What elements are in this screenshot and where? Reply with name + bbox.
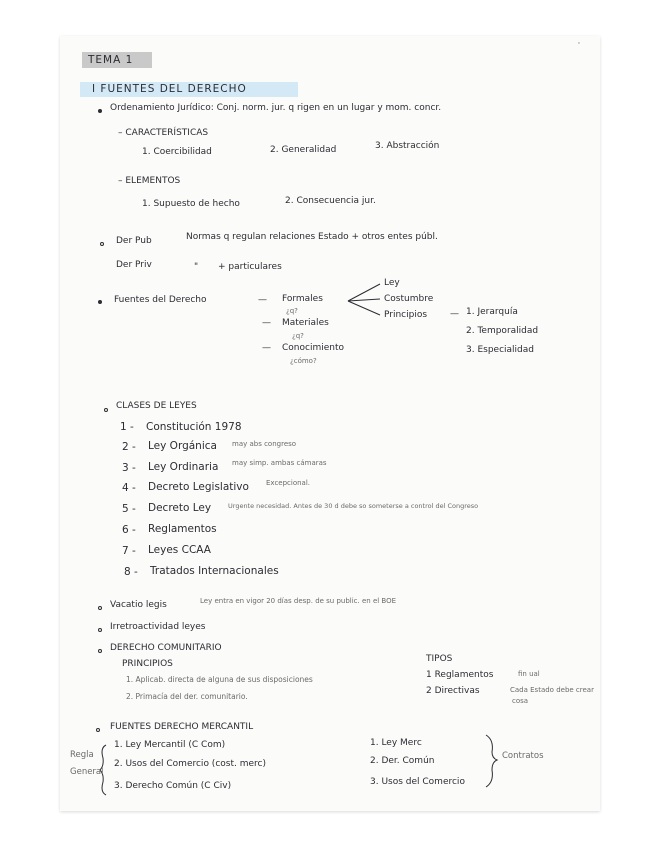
- dash: —: [262, 343, 271, 353]
- conocimiento-note: ¿cómo?: [290, 357, 317, 365]
- clase-name: Constitución 1978: [146, 421, 242, 433]
- der-priv-text: + particulares: [218, 262, 282, 272]
- elemento-item: 1. Supuesto de hecho: [142, 199, 240, 209]
- clase-name: Decreto Ley: [148, 502, 212, 514]
- section-title: I FUENTES DEL DERECHO: [92, 83, 247, 95]
- formales-note: ¿q?: [286, 307, 298, 315]
- clase-note: may abs congreso: [232, 440, 297, 448]
- tipo-note: cosa: [512, 697, 529, 705]
- branch-principios: Principios: [384, 310, 428, 320]
- dash: —: [258, 295, 267, 305]
- mercantil-heading: FUENTES DERECHO MERCANTIL: [110, 722, 254, 732]
- der-priv-ditto: ": [194, 262, 199, 272]
- der-pub-text: Normas q regulan relaciones Estado + otros entes públ.: [186, 232, 438, 242]
- clase-num: 1 -: [120, 421, 134, 433]
- mercantil-left-item: 3. Derecho Común (C Civ): [114, 781, 232, 791]
- vacatio-label: Vacatio legis: [110, 600, 167, 610]
- tipos-heading: TIPOS: [426, 654, 453, 664]
- clase-num: 5 -: [122, 503, 136, 515]
- tipo-note: fin ual: [518, 670, 540, 678]
- clase-num: 4 -: [122, 482, 136, 494]
- clase-name: Decreto Legislativo: [148, 481, 249, 493]
- principio-item: 2. Temporalidad: [466, 326, 539, 336]
- der-priv-label: Der Priv: [116, 260, 152, 270]
- dash: —: [450, 309, 459, 319]
- contratos-label: Contratos: [502, 751, 544, 761]
- formales-label: Formales: [282, 294, 323, 304]
- tema-label: TEMA 1: [88, 54, 134, 66]
- conocimiento-label: Conocimiento: [282, 343, 344, 353]
- mercantil-left-item: 1. Ley Mercantil (C Com): [114, 740, 226, 750]
- mercantil-left-item: 2. Usos del Comercio (cost. merc): [114, 759, 266, 769]
- der-pub-label: Der Pub: [116, 236, 152, 246]
- tipo-note: Cada Estado debe crear: [510, 686, 594, 694]
- clase-name: Reglamentos: [148, 523, 217, 535]
- principio-comunitario: 1. Aplicab. directa de alguna de sus disposiciones: [126, 675, 313, 684]
- irretroactividad-text: Irretroactividad leyes: [110, 622, 206, 632]
- principio-item: 3. Especialidad: [466, 345, 534, 355]
- clase-name: Leyes CCAA: [148, 544, 211, 556]
- bullet: [104, 408, 108, 412]
- clase-num: 2 -: [122, 441, 136, 453]
- page-marker: ': [578, 41, 580, 49]
- principios-heading: PRINCIPIOS: [122, 659, 173, 669]
- clase-num: 7 -: [122, 545, 136, 557]
- clase-num: 8 -: [124, 566, 138, 578]
- clase-num: 3 -: [122, 462, 136, 474]
- branch-costumbre: Costumbre: [384, 294, 434, 304]
- branch-ley: Ley: [384, 278, 400, 288]
- fuentes-label: Fuentes del Derecho: [114, 295, 207, 305]
- materiales-note: ¿q?: [292, 332, 304, 340]
- mercantil-right-item: 3. Usos del Comercio: [370, 777, 465, 787]
- clases-heading: CLASES DE LEYES: [116, 401, 197, 411]
- bullet: [98, 606, 102, 610]
- elementos-heading: – ELEMENTOS: [118, 176, 181, 186]
- caracteristica-item: 1. Coercibilidad: [142, 147, 212, 157]
- bullet: [96, 728, 100, 732]
- tipo-item: 1 Reglamentos: [426, 670, 494, 680]
- ordenamiento-text: Ordenamiento Jurídico: Conj. norm. jur. q rigen en un lugar y mom. concr.: [110, 103, 442, 113]
- clase-name: Tratados Internacionales: [150, 565, 279, 577]
- regla-general: Regla: [70, 750, 94, 760]
- elemento-item: 2. Consecuencia jur.: [285, 196, 376, 206]
- bullet: [98, 628, 102, 632]
- caracteristica-item: 2. Generalidad: [270, 145, 337, 155]
- clase-name: Ley Ordinaria: [148, 461, 219, 473]
- principio-item: 1. Jerarquía: [466, 307, 518, 317]
- comunitario-heading: DERECHO COMUNITARIO: [110, 643, 222, 653]
- mercantil-right-item: 2. Der. Común: [370, 756, 435, 766]
- bullet: [98, 649, 102, 653]
- vacatio-note: Ley entra en vigor 20 días desp. de su public. en el BOE: [200, 597, 397, 605]
- caracteristica-item: 3. Abstracción: [375, 141, 440, 151]
- principio-comunitario: 2. Primacía del der. comunitario.: [126, 692, 248, 701]
- clase-note: Excepcional.: [266, 479, 311, 487]
- tipo-item: 2 Directivas: [426, 686, 480, 696]
- caracteristicas-heading: – CARACTERÍSTICAS: [118, 128, 209, 138]
- materiales-label: Materiales: [282, 318, 329, 328]
- dash: —: [262, 318, 271, 328]
- mercantil-right-item: 1. Ley Merc: [370, 738, 422, 748]
- clase-note: Urgente necesidad. Antes de 30 d debe so someterse a control del Congreso: [228, 502, 479, 510]
- clase-note: may simp. ambas cámaras: [232, 459, 327, 467]
- clase-name: Ley Orgánica: [148, 440, 217, 452]
- regla-general: General: [70, 767, 104, 777]
- clase-num: 6 -: [122, 524, 136, 536]
